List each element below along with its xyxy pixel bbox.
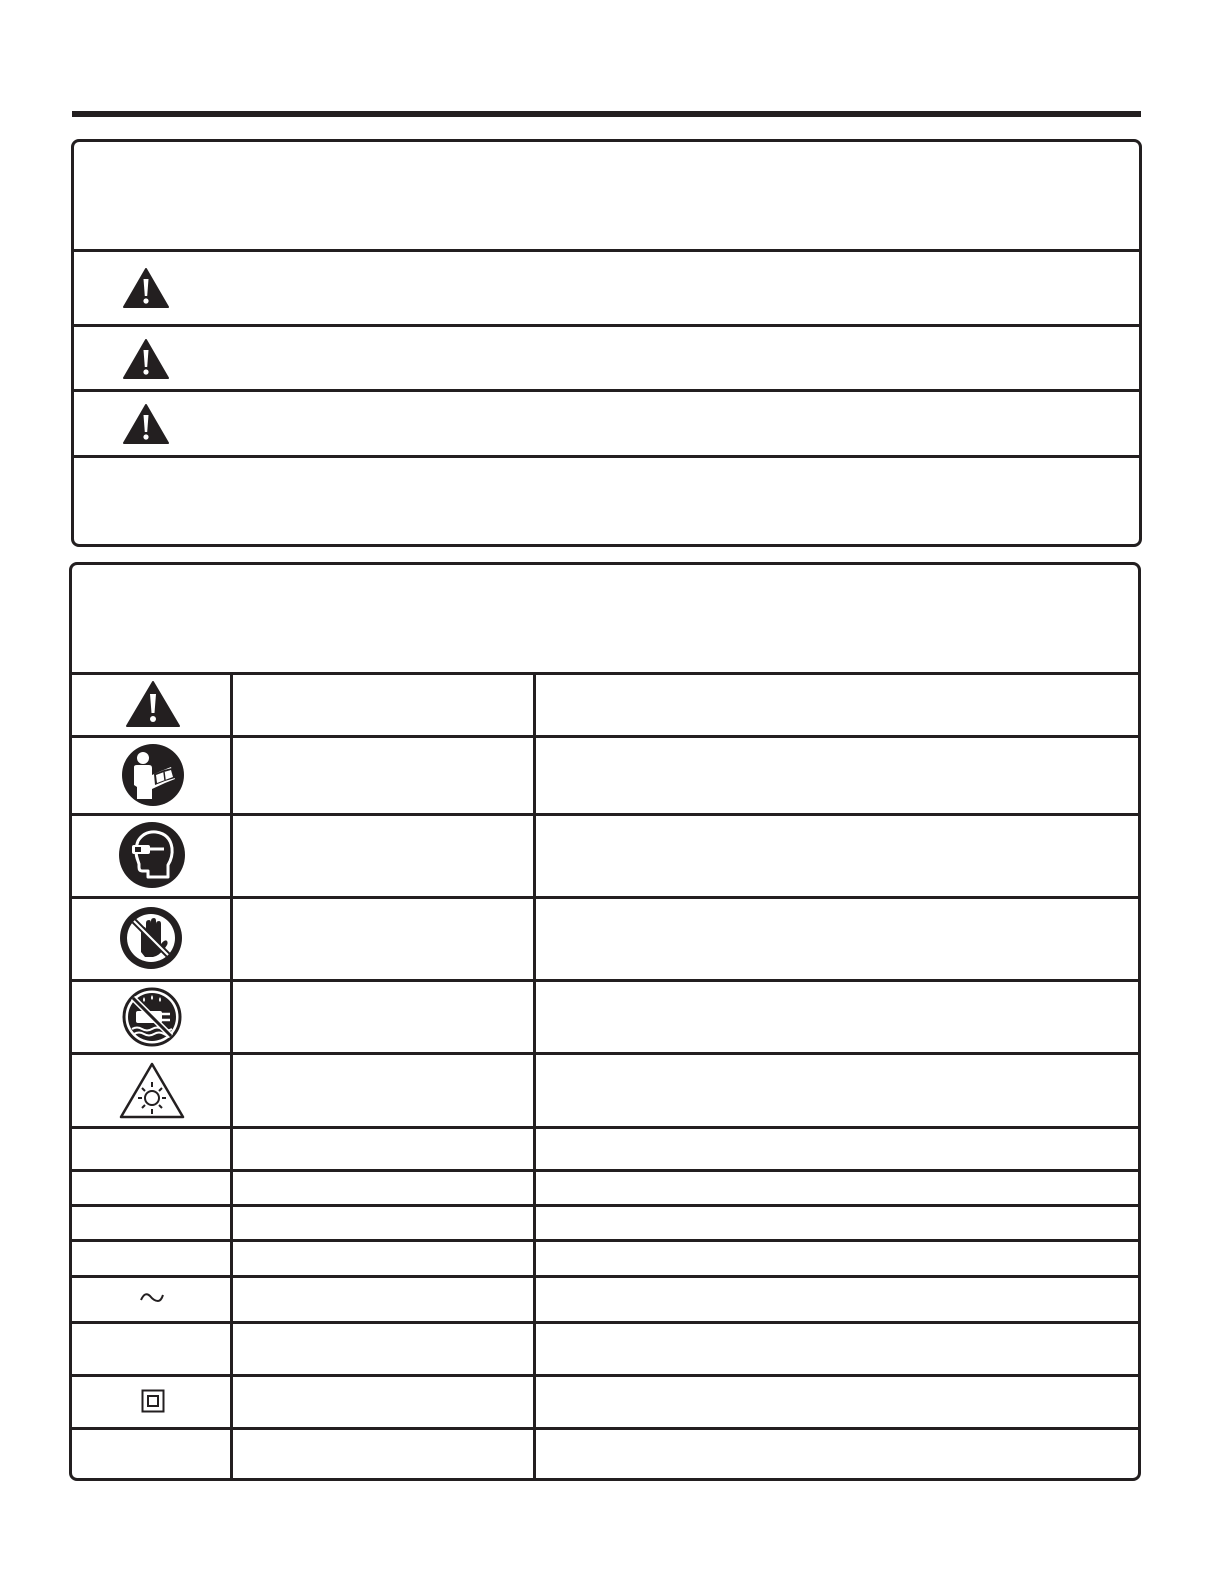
class-ii-construction-icon [141,1389,165,1413]
column-divider [533,672,536,1478]
eye-protection-icon [118,821,186,889]
wet-conditions-alert-icon [122,987,182,1047]
divider [74,389,1139,392]
bright-light-warning-icon [118,1061,186,1121]
no-hands-icon [119,906,183,970]
warning-triangle-icon [125,680,181,728]
read-manual-icon [121,743,185,807]
signal-word-box [71,139,1142,547]
warning-triangle-icon [122,403,170,445]
warning-triangle-icon [122,338,170,380]
divider [74,249,1139,252]
top-rule [72,111,1141,117]
alternating-current-icon [139,1289,165,1307]
divider [74,455,1139,458]
divider [74,324,1139,327]
symbols-table-box [69,562,1141,1481]
warning-triangle-icon [122,267,170,309]
column-divider [230,672,233,1478]
